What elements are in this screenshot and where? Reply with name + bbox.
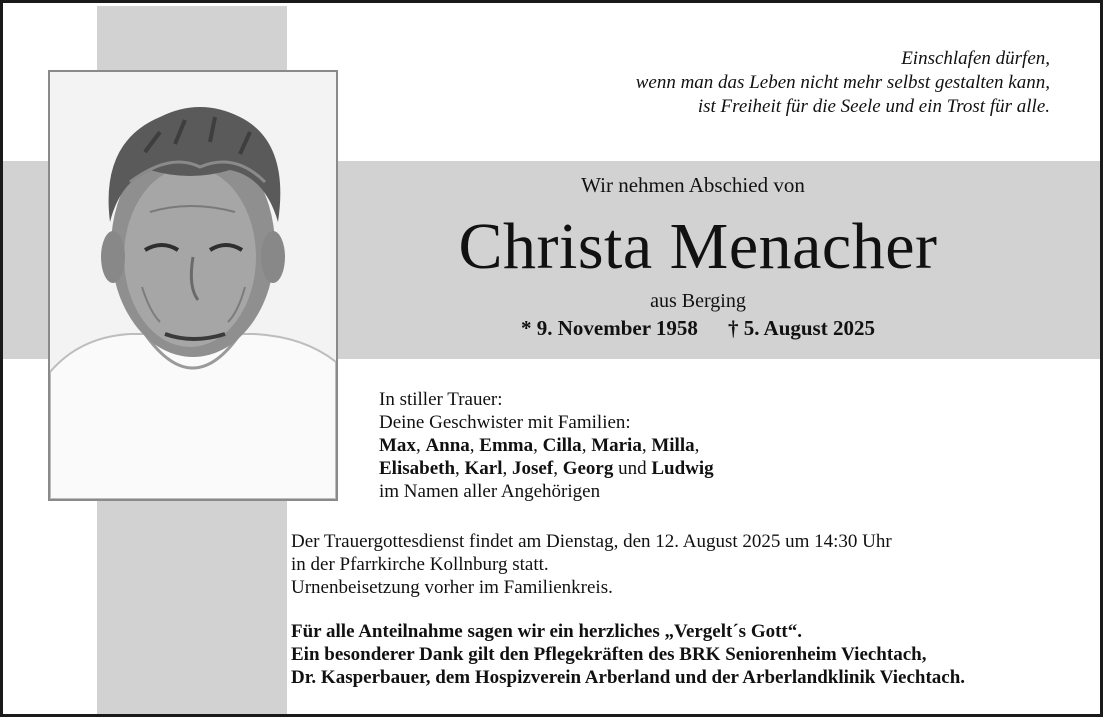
mourner-name: Ludwig — [651, 458, 714, 479]
birth-date: * 9. November 1958 — [521, 316, 698, 340]
mourner-name: Max — [379, 435, 416, 456]
mourner-name: Maria — [591, 435, 642, 456]
mourner-name: Milla — [651, 435, 695, 456]
conjunction: und — [618, 458, 647, 479]
mourner-name: Emma — [479, 435, 534, 456]
mourners-relation: Deine Geschwister mit Familien: — [379, 412, 631, 433]
deceased-name: Christa Menacher — [458, 210, 938, 283]
mourner-name: Georg — [562, 458, 614, 479]
mourner-name: Anna — [425, 435, 470, 456]
death-date: † 5. August 2025 — [727, 316, 875, 340]
mourner-name: Josef — [512, 458, 554, 479]
portrait-photo — [48, 70, 338, 501]
quote-line: Einschlafen dürfen, — [901, 48, 1050, 69]
mourners-names-line: Max, Anna, Emma, Cilla, Maria, Milla, — [379, 435, 700, 456]
portrait-illustration — [50, 72, 336, 499]
quote-line: ist Freiheit für die Seele und ein Trost für alle. — [697, 96, 1050, 117]
thanks-note — [291, 620, 965, 689]
mourner-name: Elisabeth — [379, 458, 456, 479]
quote-line: wenn man das Leben nicht mehr selbst gestalten kann, — [635, 72, 1050, 93]
farewell-intro: Wir nehmen Abschied von — [581, 173, 805, 197]
thanks-line: Ein besonderer Dank gilt den Pflegekräften des BRK Seniorenheim Viechtach, — [291, 644, 927, 665]
service-line: in der Pfarrkirche Kollnburg statt. — [291, 554, 549, 575]
hometown: aus Berging — [650, 290, 746, 312]
thanks-line: Dr. Kasperbauer, dem Hospizverein Arberland und der Arberlandklinik Viechtach. — [291, 667, 966, 688]
service-line: Der Trauergottesdienst findet am Dienstag, den 12. August 2025 um 14:30 Uhr — [291, 531, 892, 552]
mourners-names-line: Elisabeth, Karl, Josef, Georg und Ludwig — [379, 458, 714, 479]
mourners-closing: im Namen aller Angehörigen — [379, 481, 601, 502]
epigraph-quote — [636, 47, 1050, 119]
service-line: Urnenbeisetzung vorher im Familienkreis. — [291, 577, 613, 598]
mourners-heading: In stiller Trauer: — [379, 389, 503, 410]
life-dates — [293, 316, 1103, 341]
mourner-name: Karl — [464, 458, 503, 479]
service-info — [291, 530, 892, 599]
mourner-name: Cilla — [542, 435, 582, 456]
mourners-block — [379, 388, 714, 503]
thanks-line: Für alle Anteilnahme sagen wir ein herzliches „Vergelt´s Gott“. — [291, 621, 803, 642]
